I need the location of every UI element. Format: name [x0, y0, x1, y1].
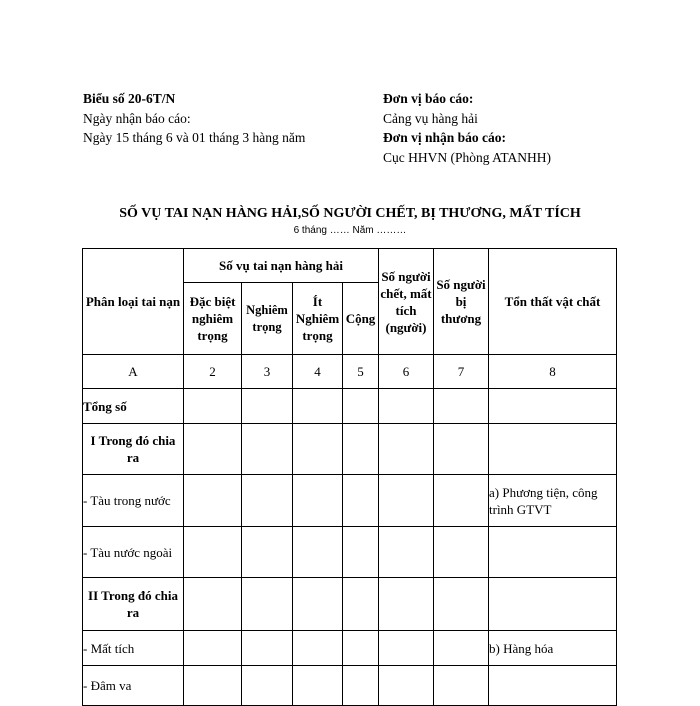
index-cell: 2: [184, 355, 242, 389]
index-cell: 6: [379, 355, 434, 389]
header-dead-missing: Số người chết, mất tích (người): [379, 249, 434, 355]
header-right: [383, 89, 551, 167]
row-loss: b) Hàng hóa: [489, 631, 617, 666]
receiving-unit-label: Đơn vị nhận báo cáo:: [383, 130, 507, 145]
row-label: - Mất tích: [83, 631, 184, 666]
row-label: - Tàu trong nước: [83, 475, 184, 527]
table-row: [83, 578, 617, 631]
header-accident-group: Số vụ tai nạn hàng hải: [184, 249, 379, 283]
header-less-serious: Ít Nghiêm trọng: [293, 283, 343, 355]
row-loss: [489, 424, 617, 475]
index-cell: 3: [242, 355, 293, 389]
row-label: II Trong đó chia ra: [83, 578, 184, 631]
table-row: [83, 475, 617, 527]
index-cell: 8: [489, 355, 617, 389]
header-classification: Phân loại tai nạn: [83, 249, 184, 355]
table-row: [83, 631, 617, 666]
receive-date-value: Ngày 15 tháng 6 và 01 tháng 3 hàng năm: [83, 130, 306, 145]
row-loss: [489, 578, 617, 631]
header-very-serious: Đặc biệt nghiêm trọng: [184, 283, 242, 355]
row-loss: [489, 389, 617, 424]
index-row: [83, 355, 617, 389]
report-table: [82, 248, 617, 706]
receive-date-label: Ngày nhận báo cáo:: [83, 110, 191, 126]
index-cell: 7: [434, 355, 489, 389]
header-serious: Nghiêm trọng: [242, 283, 293, 355]
report-period: 6 tháng …… Năm ………: [293, 225, 407, 236]
reporting-unit-value: Cảng vụ hàng hải: [383, 110, 478, 126]
header-total: Cộng: [343, 283, 379, 355]
table-row: [83, 527, 617, 578]
index-cell: A: [83, 355, 184, 389]
form-number: Biểu số 20-6T/N: [83, 91, 176, 106]
row-label: Tổng số: [83, 389, 184, 424]
reporting-unit-label: Đơn vị báo cáo:: [383, 91, 474, 106]
row-loss: a) Phương tiện, công trình GTVT: [489, 475, 617, 527]
report-title: SỐ VỤ TAI NẠN HÀNG HẢI,SỐ NGƯỜI CHẾT, BỊ THƯƠNG, MẤT TÍCH: [119, 206, 581, 221]
receiving-unit-value: Cục HHVN (Phòng ATANHH): [383, 149, 552, 165]
table-row: [83, 389, 617, 424]
row-loss: [489, 527, 617, 578]
header-left: [83, 89, 305, 148]
table-row: [83, 424, 617, 475]
header-injured: Số người bị thương: [434, 249, 489, 355]
row-label: I Trong đó chia ra: [83, 424, 184, 475]
index-cell: 4: [293, 355, 343, 389]
row-label: - Tàu nước ngoài: [83, 527, 184, 578]
row-label: - Đâm va: [83, 666, 184, 706]
header-material-loss: Tổn thất vật chất: [489, 249, 617, 355]
index-cell: 5: [343, 355, 379, 389]
